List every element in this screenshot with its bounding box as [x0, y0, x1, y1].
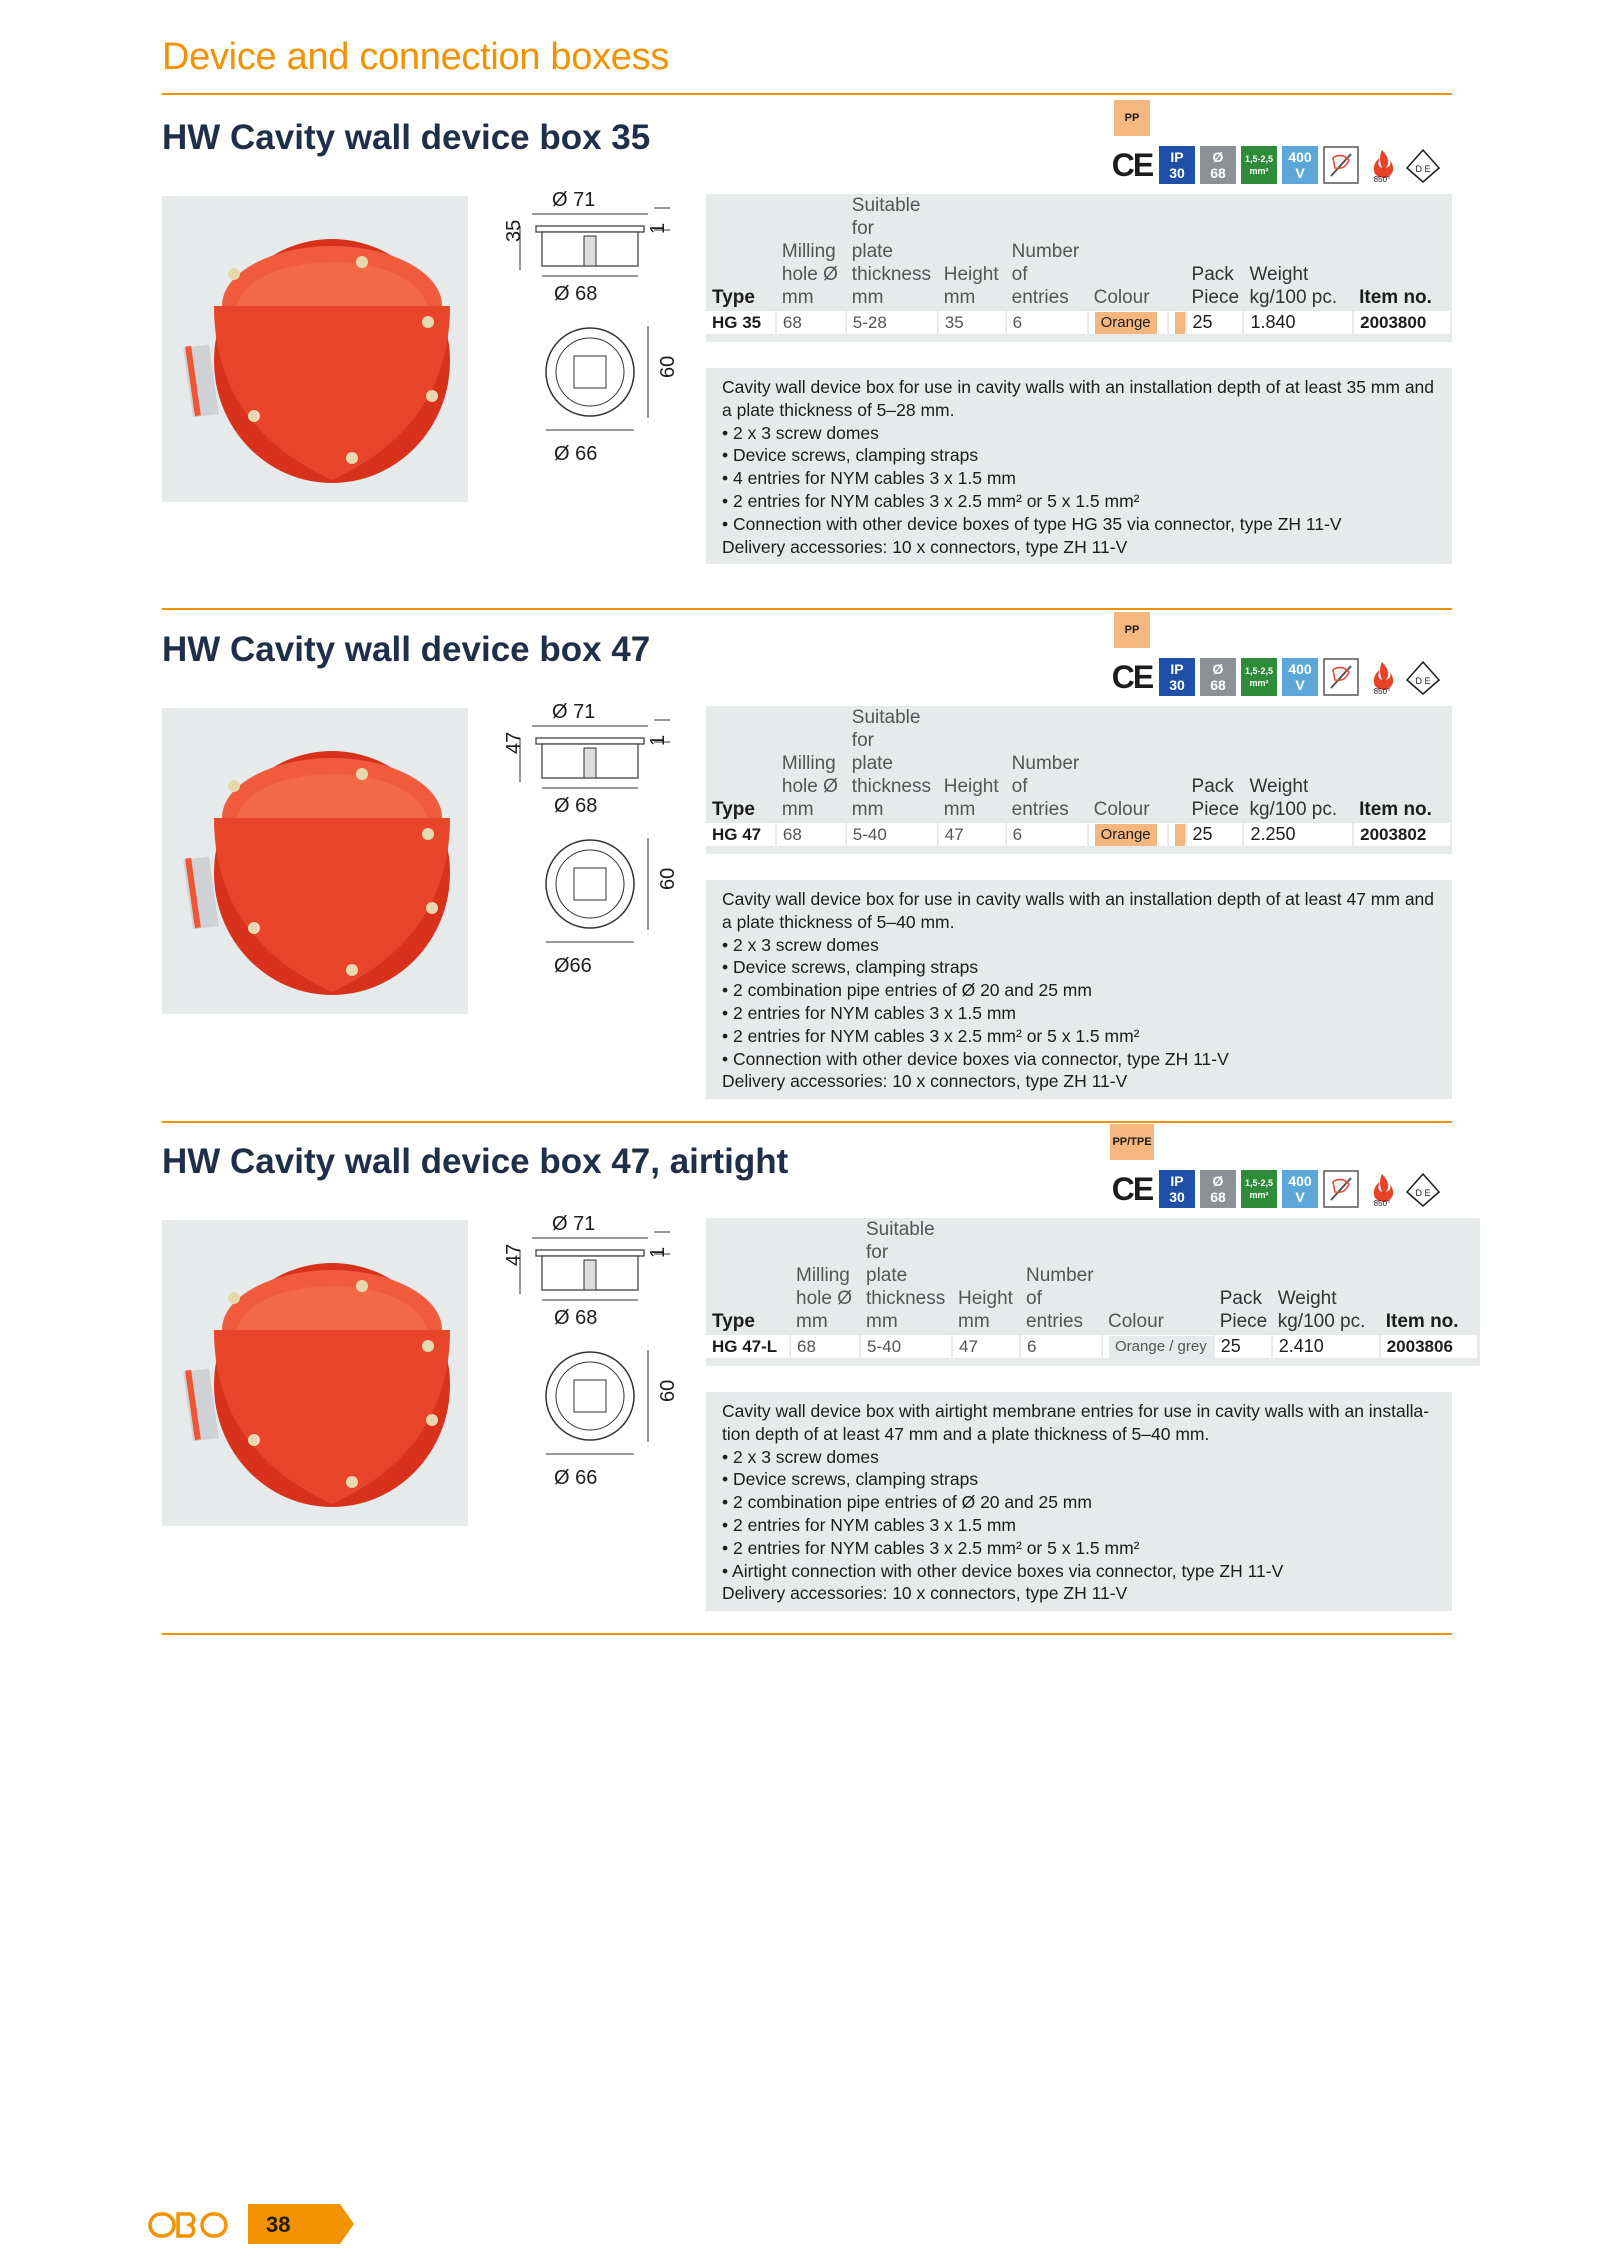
header-pack: Pack Piece: [1219, 1288, 1268, 1332]
header-weight: Weight kg/100 pc.: [1249, 776, 1338, 820]
header-type: Type: [712, 799, 755, 820]
cell-item-no: 2003802: [1353, 822, 1451, 846]
header-pack: Pack Piece: [1191, 776, 1240, 820]
halogen-free-icon: [1323, 658, 1359, 696]
svg-text:D E: D E: [1415, 676, 1431, 686]
plan-size-label: 60: [657, 355, 679, 378]
spec-table: [706, 194, 1452, 334]
spec-table-panel: [706, 194, 1452, 342]
description-line: • 2 x 3 screw domes: [722, 934, 879, 955]
section-title: HW Cavity wall device box 47, airtight: [162, 1142, 789, 1181]
material-badge: PP/TPE: [1110, 1124, 1154, 1160]
voltage-icon: 400 V: [1282, 1170, 1318, 1208]
cell-milling: 68: [790, 1334, 860, 1358]
header-milling: Milling hole Ø mm: [781, 241, 838, 308]
ip-rating-icon: IP 30: [1159, 146, 1195, 184]
header-entries: Number of entries: [1011, 753, 1080, 820]
description-line: • 2 x 3 screw domes: [722, 1446, 879, 1467]
ce-mark-icon: CE: [1111, 146, 1153, 183]
section-title: HW Cavity wall device box 47: [162, 630, 651, 669]
cell-colour: [1088, 310, 1168, 334]
plan-diameter-label: Ø 66: [554, 1467, 598, 1489]
plan-diameter-label: Ø66: [554, 955, 592, 977]
header-colour: Colour: [1108, 1311, 1164, 1332]
svg-text:D E: D E: [1415, 1188, 1431, 1198]
ip-rating-icon: IP 30: [1159, 1170, 1195, 1208]
description-line: • Connection with other device boxes via connector, type ZH 11-V: [722, 1048, 1229, 1069]
description-line: Delivery accessories: 10 x connectors, type ZH 11-V: [722, 536, 1128, 557]
description-line: • 2 combination pipe entries of Ø 20 and 25 mm: [722, 980, 1092, 1001]
spec-table: [706, 706, 1452, 846]
cell-height: 47: [952, 1334, 1020, 1358]
svg-text:D E: D E: [1415, 164, 1431, 174]
header-weight: Weight kg/100 pc.: [1249, 264, 1338, 308]
svg-text:850°: 850°: [1373, 687, 1391, 696]
header-type: Type: [712, 1311, 755, 1332]
glow-wire-850-icon: [1364, 1170, 1400, 1208]
cell-plate: 5-40: [860, 1334, 952, 1358]
cell-height: 47: [938, 822, 1006, 846]
header-entries: Number of entries: [1011, 241, 1080, 308]
height-label: 47: [503, 731, 525, 754]
top-diameter-label: Ø 71: [552, 701, 596, 723]
description-line: a plate thickness of 5–28 mm.: [722, 399, 955, 420]
certification-icons: [1110, 656, 1441, 696]
colour-swatch: Orange: [1095, 824, 1157, 846]
plan-size-label: 60: [657, 867, 679, 890]
section-divider: [162, 1633, 1452, 1635]
header-milling: Milling hole Ø mm: [796, 1265, 852, 1332]
cell-spacer: [1168, 310, 1186, 334]
voltage-icon: 400 V: [1282, 658, 1318, 696]
top-diameter-label: Ø 71: [552, 1213, 596, 1235]
ce-mark-icon: CE: [1111, 1170, 1153, 1207]
ce-mark-icon: CE: [1111, 658, 1153, 695]
cell-milling: 68: [776, 310, 846, 334]
description-line: • 2 entries for NYM cables 3 x 2.5 mm² or 5 x 1.5 mm²: [722, 1025, 1140, 1046]
obo-logo: [148, 2210, 228, 2240]
header-height: Height mm: [943, 264, 999, 308]
description-line: tion depth of at least 47 mm and a plate thickness of 5–40 mm.: [722, 1423, 1210, 1444]
section-divider: [162, 1121, 1452, 1123]
cell-height: 35: [938, 310, 1006, 334]
cell-entries: 6: [1020, 1334, 1102, 1358]
page-number-tab: [248, 2204, 354, 2244]
header-plate: Suitable for plate thickness mm: [851, 195, 931, 308]
diameter-icon: Ø 68: [1200, 658, 1236, 696]
cell-plate: 5-28: [846, 310, 938, 334]
description-line: • 2 entries for NYM cables 3 x 1.5 mm: [722, 1514, 1017, 1535]
header-item-no: Item no.: [1359, 799, 1432, 820]
description-line: • 2 entries for NYM cables 3 x 2.5 mm² or 5 x 1.5 mm²: [722, 1537, 1140, 1558]
svg-text:850°: 850°: [1373, 1199, 1391, 1208]
header-spacer: [1168, 194, 1186, 310]
description-line: • Connection with other device boxes of type HG 35 via connector, type ZH 11-V: [722, 513, 1342, 534]
header-item-no: Item no.: [1359, 287, 1432, 308]
vde-mark-icon: [1405, 146, 1441, 184]
description-list: [722, 1400, 1436, 1605]
spec-table: [706, 1218, 1479, 1358]
product-section: [0, 1024, 1600, 1604]
vde-mark-icon: [1405, 1170, 1441, 1208]
voltage-icon: 400 V: [1282, 146, 1318, 184]
table-row: [706, 310, 1451, 334]
cell-plate: 5-40: [846, 822, 938, 846]
colour-swatch: Orange: [1095, 312, 1157, 334]
product-photo: [162, 196, 468, 502]
top-diameter-label: Ø 71: [552, 189, 596, 211]
halogen-free-icon: [1323, 1170, 1359, 1208]
description-line: • Device screws, clamping straps: [722, 957, 979, 978]
spec-table-panel: [706, 706, 1452, 854]
header-colour: Colour: [1093, 287, 1150, 308]
header-plate: Suitable for plate thickness mm: [866, 1219, 946, 1332]
cell-type: HG 47: [706, 822, 776, 846]
description-line: • 2 combination pipe entries of Ø 20 and 25 mm: [722, 1492, 1092, 1513]
rim-dimension-label: 1: [647, 1246, 669, 1258]
product-section: [0, 512, 1600, 1092]
product-section: [0, 0, 1600, 557]
ip-rating-icon: IP 30: [1159, 658, 1195, 696]
header-item-no: Item no.: [1385, 1311, 1459, 1332]
header-height: Height mm: [943, 776, 999, 820]
plan-size-label: 60: [657, 1379, 679, 1402]
section-divider: [162, 608, 1452, 610]
description-line: Cavity wall device box for use in cavity walls with an installation depth of at least 35 mm and: [722, 377, 1435, 397]
plan-diameter-label: Ø 66: [554, 443, 598, 465]
cell-colour: [1102, 1334, 1214, 1358]
description-line: Cavity wall device box with airtight membrane entries for use in cavity walls with an installa-: [722, 1401, 1430, 1421]
table-row: [706, 822, 1451, 846]
cell-weight: 2.250: [1243, 822, 1353, 846]
material-badge: PP: [1114, 612, 1150, 648]
table-row: [706, 1334, 1478, 1358]
description-line: • 4 entries for NYM cables 3 x 1.5 mm: [722, 468, 1017, 489]
product-photo: [162, 1220, 468, 1526]
header-spacer: [1168, 706, 1186, 822]
height-label: 35: [503, 219, 525, 242]
diameter-icon: Ø 68: [1200, 146, 1236, 184]
vde-mark-icon: [1405, 658, 1441, 696]
description-line: Cavity wall device box for use in cavity walls with an installation depth of at least 47 mm and: [722, 889, 1435, 909]
page-title: Device and connection boxess: [162, 36, 670, 78]
cell-type: HG 35: [706, 310, 776, 334]
halogen-free-icon: [1323, 146, 1359, 184]
cell-item-no: 2003800: [1353, 310, 1451, 334]
header-pack: Pack Piece: [1191, 264, 1240, 308]
header-weight: Weight kg/100 pc.: [1277, 1288, 1366, 1332]
cell-weight: 1.840: [1243, 310, 1353, 334]
svg-text:850°: 850°: [1373, 175, 1391, 184]
material-badge: PP: [1114, 100, 1150, 136]
spec-table-panel: [706, 1218, 1480, 1366]
section-title: HW Cavity wall device box 35: [162, 118, 651, 157]
rim-dimension-label: 1: [647, 222, 669, 234]
description-line: • 2 entries for NYM cables 3 x 1.5 mm: [722, 1002, 1017, 1023]
cable-cross-section-icon: 1,5-2,5 mm²: [1241, 146, 1277, 184]
header-milling: Milling hole Ø mm: [781, 753, 838, 820]
header-height: Height mm: [958, 1288, 1013, 1332]
dimension-drawing: [480, 190, 700, 510]
cell-pack: 25: [1186, 822, 1244, 846]
cable-cross-section-icon: 1,5-2,5 mm²: [1241, 658, 1277, 696]
rim-dimension-label: 1: [647, 734, 669, 746]
description-line: a plate thickness of 5–40 mm.: [722, 911, 955, 932]
colour-swatch: Orange / grey: [1109, 1336, 1213, 1358]
description-line: • Airtight connection with other device boxes via connector, type ZH 11-V: [722, 1560, 1284, 1581]
cell-colour: [1088, 822, 1168, 846]
cell-spacer: [1168, 822, 1186, 846]
dimension-drawing: [480, 1214, 700, 1534]
cell-item-no: 2003806: [1380, 1334, 1478, 1358]
certification-icons: [1110, 144, 1441, 184]
description-line: • 2 entries for NYM cables 3 x 2.5 mm² or 5 x 1.5 mm²: [722, 490, 1140, 511]
bottom-diameter-label: Ø 68: [554, 795, 598, 817]
description-line: • Device screws, clamping straps: [722, 445, 979, 466]
cell-type: HG 47-L: [706, 1334, 790, 1358]
cell-weight: 2.410: [1272, 1334, 1380, 1358]
bottom-diameter-label: Ø 68: [554, 283, 598, 305]
header-entries: Number of entries: [1026, 1265, 1094, 1332]
header-plate: Suitable for plate thickness mm: [851, 707, 931, 820]
description-line: Delivery accessories: 10 x connectors, type ZH 11-V: [722, 1071, 1128, 1092]
height-label: 47: [503, 1243, 525, 1266]
cable-cross-section-icon: 1,5-2,5 mm²: [1241, 1170, 1277, 1208]
product-photo: [162, 708, 468, 1014]
cell-pack: 25: [1186, 310, 1244, 334]
cell-pack: 25: [1214, 1334, 1272, 1358]
header-colour: Colour: [1093, 799, 1150, 820]
description-line: Delivery accessories: 10 x connectors, type ZH 11-V: [722, 1583, 1128, 1604]
glow-wire-850-icon: [1364, 146, 1400, 184]
certification-icons: [1110, 1168, 1441, 1208]
description-line: • Device screws, clamping straps: [722, 1469, 979, 1490]
glow-wire-850-icon: [1364, 658, 1400, 696]
description-line: • 2 x 3 screw domes: [722, 422, 879, 443]
diameter-icon: Ø 68: [1200, 1170, 1236, 1208]
cell-entries: 6: [1006, 822, 1088, 846]
description-panel: [706, 1392, 1452, 1611]
dimension-drawing: [480, 702, 700, 1022]
bottom-diameter-label: Ø 68: [554, 1307, 598, 1329]
page-number: 38: [266, 2212, 291, 2237]
header-type: Type: [712, 287, 755, 308]
cell-entries: 6: [1006, 310, 1088, 334]
cell-milling: 68: [776, 822, 846, 846]
